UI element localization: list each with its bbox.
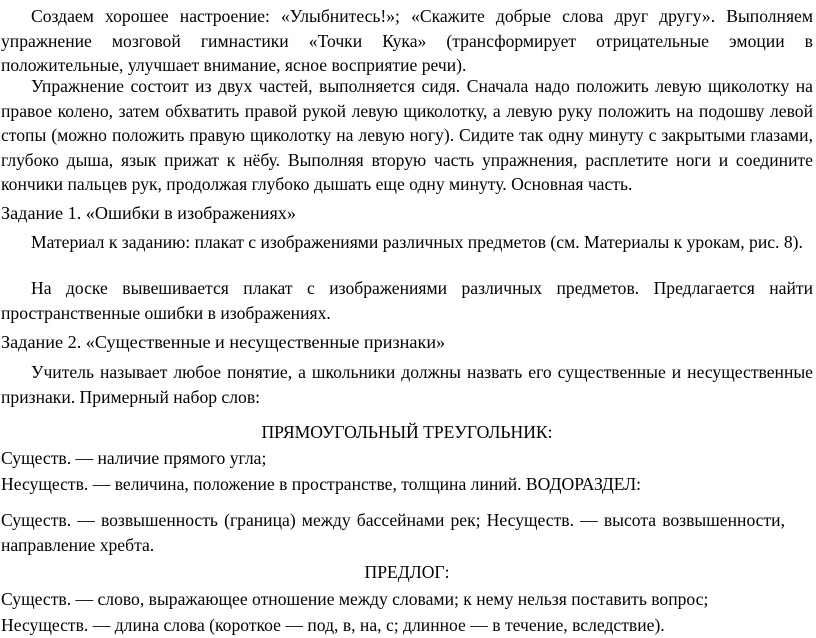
task1-material: Материал к заданию: плакат с изображениями различных предметов (см. Материалы к урокам, рис. 8). — [31, 232, 803, 252]
concept-essential: Существ. — слово, выражающее отношение между словами; к нему нельзя поставить вопрос; — [1, 589, 709, 609]
paragraph-intro: Создаем хорошее настроение: «Улыбнитесь!»; «Скажите добрые слова друг другу». Выполняем упражнение мозговой гимнастики «Точки Кука» (трансформирует отрицательные эмоции в положительные, улучшает внимание, ясное восприятие речи). — [1, 6, 813, 75]
task2-text: Учитель называет любое понятие, а школьники должны назвать его существенные и несущественные признаки. Примерный набор слов: — [1, 362, 813, 407]
concept-nonessential: Несуществ. — величина, положение в пространстве, толщина линий. ВОДОРАЗДЕЛ: — [1, 474, 642, 494]
concept-essential-nonessential: Существ. — возвышенность (граница) между бассейнами рек; Несуществ. — высота возвышенности, направление хребта. — [1, 510, 785, 555]
concept-essential: Существ. — наличие прямого угла; — [1, 448, 267, 468]
concept-heading: ПРЕДЛОГ: — [364, 562, 450, 582]
task1-text: На доске вывешивается плакат с изображениями различных предметов. Предлагается найти пространственные ошибки в изображениях. — [1, 278, 813, 323]
concept-heading: ПРЯМОУГОЛЬНЫЙ ТРЕУГОЛЬНИК: — [261, 422, 553, 442]
task2-title: Задание 2. «Существенные и несущественные признаки» — [1, 332, 446, 352]
concept-nonessential: Несуществ. — длина слова (короткое — под, в, на, с; длинное — в течение, вследствие). — [1, 615, 665, 635]
paragraph-exercise: Упражнение состоит из двух частей, выполняется сидя. Сначала надо положить левую щиколотку на правое колено, затем обхватить правой рукой левую щиколотку, а левую руку положить на подошву левой стопы (можно положить правую щиколотку на левую ногу). Сидите так одну минуту с закрытыми глазами, глубоко дыша, язык прижат к нёбу. Выполняя вторую часть упражнения, расплетите ноги и соедините кончики пальцев рук, продолжая глубоко дышать еще одну минуту. Основная часть. — [1, 76, 813, 194]
task1-title: Задание 1. «Ошибки в изображениях» — [1, 203, 296, 223]
